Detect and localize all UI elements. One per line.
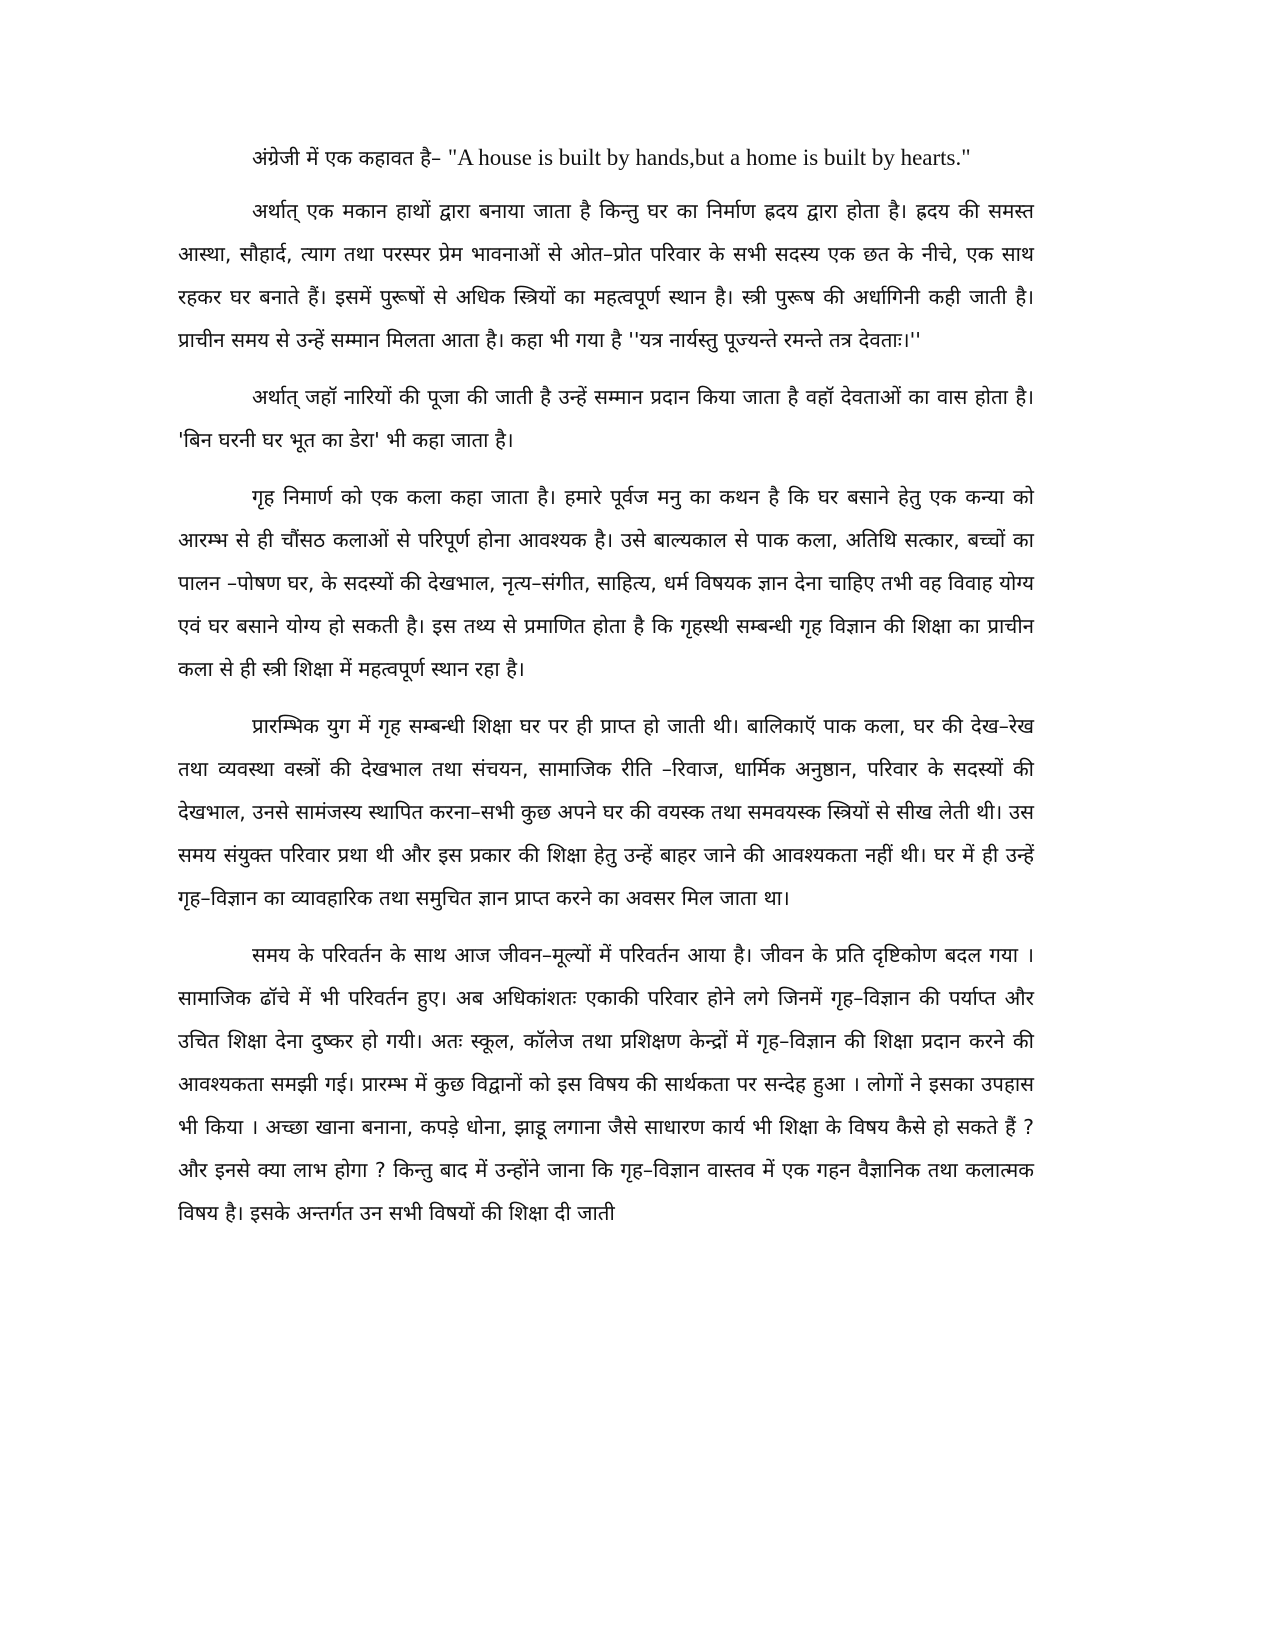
paragraph-proverb	[178, 136, 1034, 180]
document-page	[178, 136, 1034, 1616]
paragraph-changing-times: समय के परिवर्तन के साथ आज जीवन–मूल्यों में परिवर्तन आया है। जीवन के प्रति दृष्टिकोण बदल गया । सामाजिक ढॉचे में भी परिवर्तन हुए। अब अधिकांशतः एकाकी परिवार होने लगे जिनमें गृह–विज्ञान की पर्याप्त और उचित शिक्षा देना दुष्कर हो गयी। अतः स्कूल, कॉलेज तथा प्रशिक्षण केन्द्रों में गृह–विज्ञान की शिक्षा प्रदान करने की आवश्यकता समझी गई। प्रारम्भ में कुछ विद्वानों को इस विषय की सार्थकता पर सन्देह हुआ । लोगों ने इसका उपहास भी किया । अच्छा खाना बनाना, कपड़े धोना, झाडू लगाना जैसे साधारण कार्य भी शिक्षा के विषय कैसे हो सकते हैं ? और इनसे क्या लाभ होगा ? किन्तु बाद में उन्होंने जाना कि गृह–विज्ञान वास्तव में एक गहन वैज्ञानिक तथा कलात्मक विषय है। इसके अन्तर्गत उन सभी विषयों की शिक्षा दी जाती	[178, 943, 1034, 1225]
paragraph-women-respect: अर्थात् जहॉ नारियों की पूजा की जाती है उन्हें सम्मान प्रदान किया जाता है वहॉ देवताओं का वास होता है। 'बिन घरनी घर भूत का डेरा' भी कहा जाता है।	[178, 385, 1034, 452]
proverb-intro-text: अंग्रेजी में एक कहावत है–	[252, 146, 448, 170]
paragraph-home-meaning: अर्थात् एक मकान हाथों द्वारा बनाया जाता है किन्तु घर का निर्माण ह्रदय द्वारा होता है। ह्रदय की समस्त आस्था, सौहार्द, त्याग तथा परस्पर प्रेम भावनाओं से ओत–प्रोत परिवार के सभी सदस्य एक छत के नीचे, एक साथ रहकर घर बनाते हैं। इसमें पुरूषों से अधिक स्त्रियों का महत्वपूर्ण स्थान है। स्त्री पुरूष की अर्धागिनी कही जाती है। प्राचीन समय से उन्हें सम्मान मिलता आता है। कहा भी गया है ''यत्र नार्यस्तु पूज्यन्ते रमन्ते तत्र देवताः।''	[178, 199, 1034, 352]
english-proverb-quote: "A house is built by hands,but a home is built by hearts."	[447, 145, 971, 170]
paragraph-home-making-art: गृह निमार्ण को एक कला कहा जाता है। हमारे पूर्वज मनु का कथन है कि घर बसाने हेतु एक कन्या को आरम्भ से ही चौंसठ कलाओं से परिपूर्ण होना आवश्यक है। उसे बाल्यकाल से पाक कला, अतिथि सत्कार, बच्चों का पालन –पोषण घर, के सदस्यों की देखभाल, नृत्य–संगीत, साहित्य, धर्म विषयक ज्ञान देना चाहिए तभी वह विवाह योग्य एवं घर बसाने योग्य हो सकती है। इस तथ्य से प्रमाणित होता है कि गृहस्थी सम्बन्धी गृह विज्ञान की शिक्षा का प्राचीन कला से ही स्त्री शिक्षा में महत्वपूर्ण स्थान रहा है।	[178, 485, 1034, 681]
paragraph-early-education: प्रारम्भिक युग में गृह सम्बन्धी शिक्षा घर पर ही प्राप्त हो जाती थी। बालिकाऍ पाक कला, घर की देख–रेख तथा व्यवस्था वस्त्रों की देखभाल तथा संचयन, सामाजिक रीति –रिवाज, धार्मिक अनुष्ठान, परिवार के सदस्यों की देखभाल, उनसे सामंजस्य स्थापित करना–सभी कुछ अपने घर की वयस्क तथा समवयस्क स्त्रियों से सीख लेती थी। उस समय संयुक्त परिवार प्रथा थी और इस प्रकार की शिक्षा हेतु उन्हें बाहर जाने की आवश्यकता नहीं थी। घर में ही उन्हें गृह–विज्ञान का व्यावहारिक तथा समुचित ज्ञान प्राप्त करने का अवसर मिल जाता था।	[178, 714, 1034, 910]
